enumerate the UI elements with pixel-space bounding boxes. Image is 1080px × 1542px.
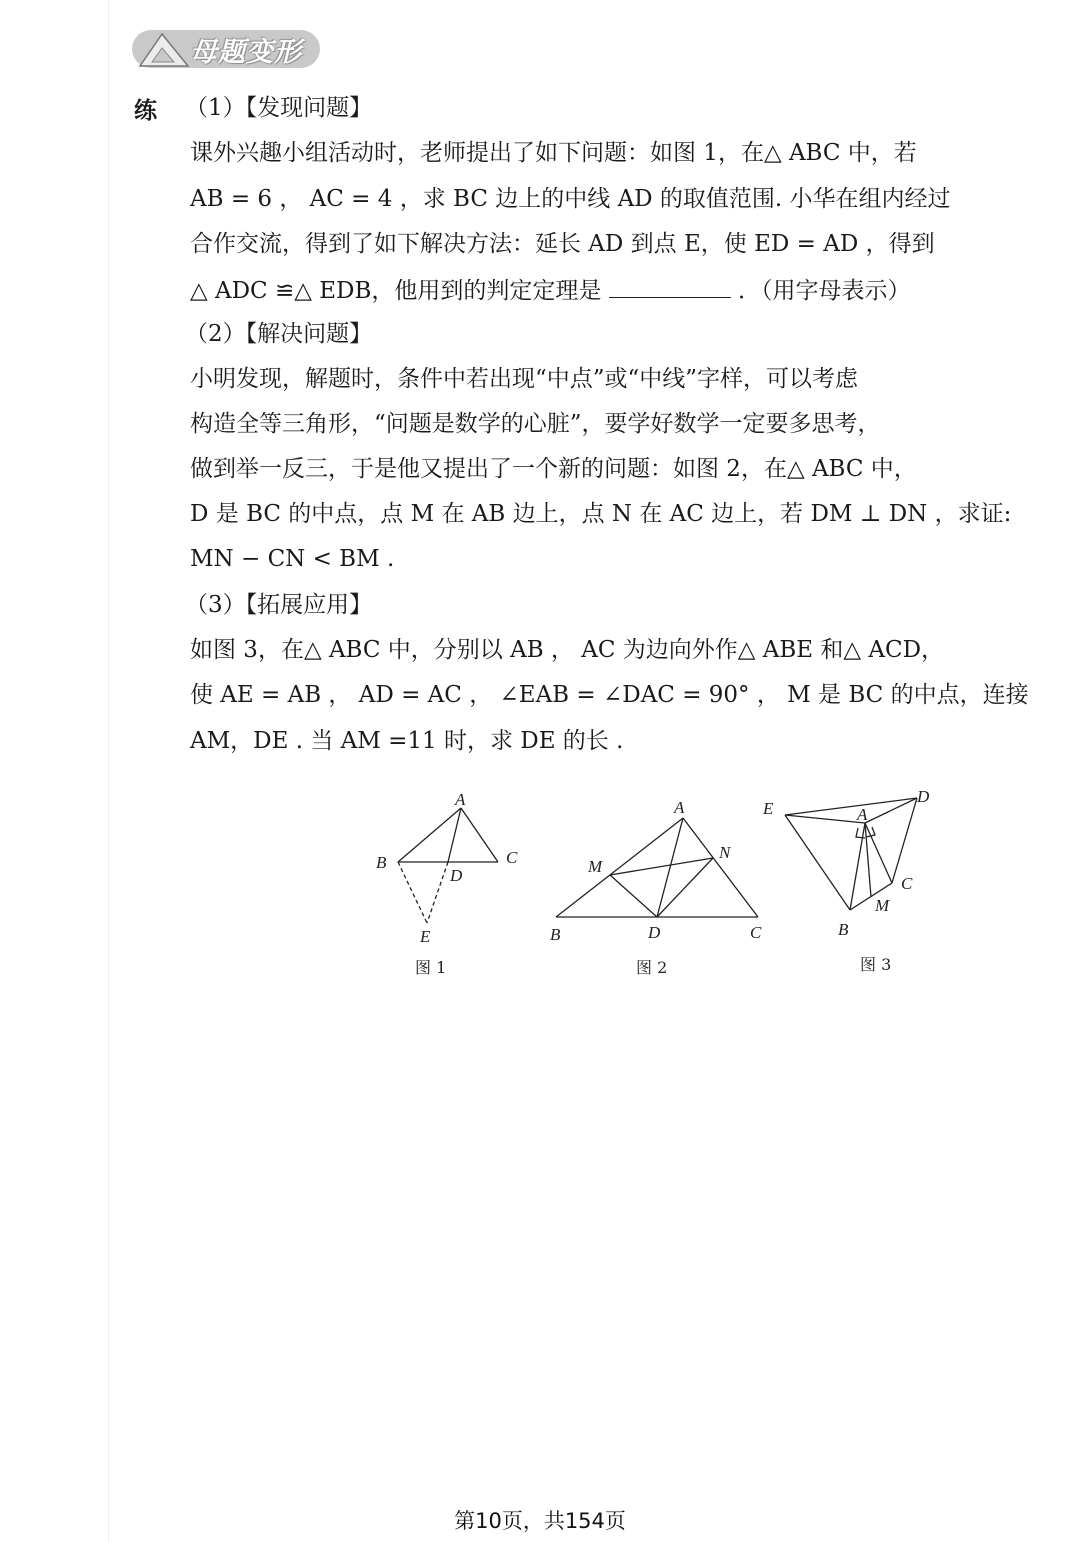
part2-heading: （2）【解决问题】	[185, 321, 373, 347]
figure-3	[785, 798, 917, 910]
problem-text-segment: ．（用字母表示）	[738, 278, 911, 304]
fig3-label-a: A	[857, 805, 868, 824]
fig2-label-b: B	[550, 925, 561, 944]
fig1-label-b: B	[376, 853, 387, 872]
fig1-label-a: A	[455, 790, 466, 809]
figure-2	[556, 818, 758, 917]
fig1-label-d: D	[450, 866, 463, 885]
part3-heading: （3）【拓展应用】	[185, 592, 373, 618]
problem-text-line: 如图 3，在△ ABC 中，分别以 AB ， AC 为边向外作△ ABE 和△ ACD，	[190, 637, 945, 663]
geometry-figures	[360, 785, 960, 985]
problem-text-line: 做到举一反三，于是他又提出了一个新的问题：如图 2，在△ ABC 中，	[190, 456, 917, 482]
fig1-caption: 图 1	[415, 958, 447, 977]
fig3-label-b: B	[838, 920, 849, 939]
fig2-label-d: D	[648, 923, 661, 942]
fig1-label-e: E	[420, 927, 431, 946]
problem-text-segment: △ ADC ≌△ EDB，他用到的判定定理是	[190, 278, 602, 304]
problem-text-line: 课外兴趣小组活动时，老师提出了如下问题：如图 1，在△ ABC 中，若	[190, 140, 917, 166]
part1-heading: （1）【发现问题】	[185, 95, 373, 121]
problem-text-line: 构造全等三角形，“问题是数学的心脏”，要学好数学一定要多思考，	[190, 411, 881, 437]
exercise-marker: 练	[134, 98, 157, 124]
problem-text-line: 使 AE = AB ， AD = AC ， ∠EAB = ∠DAC = 90° ， M 是 BC 的中点，连接	[190, 682, 1029, 708]
problem-text-line	[190, 273, 911, 307]
fig3-label-d: D	[917, 787, 930, 806]
problem-text-line: 小明发现，解题时，条件中若出现“中点”或“中线”字样，可以考虑	[190, 366, 859, 392]
fig3-label-e: E	[763, 799, 774, 818]
problem-text-line: AB = 6 ， AC = 4 ，求 BC 边上的中线 AD 的取值范围. 小华在组内经过	[190, 186, 951, 212]
fig2-caption: 图 2	[636, 958, 668, 977]
fig2-label-c: C	[750, 923, 762, 942]
page-number: 第10页，共154页	[454, 1509, 626, 1533]
section-badge-text: 母题变形	[190, 37, 302, 68]
page-margin-line	[108, 0, 109, 1542]
figure-1	[398, 808, 498, 923]
answer-blank[interactable]	[609, 273, 731, 298]
fig3-label-m: M	[875, 896, 890, 915]
problem-text-line: MN − CN < BM .	[190, 546, 395, 572]
fig2-label-a: A	[674, 798, 685, 817]
fig2-label-m: M	[588, 857, 603, 876]
problem-text-line: 合作交流，得到了如下解决方法：延长 AD 到点 E，使 ED = AD ，得到	[190, 231, 935, 257]
problem-text-line: AM，DE . 当 AM =11 时，求 DE 的长 .	[190, 728, 624, 754]
fig2-label-n: N	[719, 843, 731, 862]
problem-text-line: D 是 BC 的中点，点 M 在 AB 边上，点 N 在 AC 边上，若 DM ⊥ DN ，求证:	[190, 501, 1012, 527]
fig3-caption: 图 3	[860, 955, 892, 974]
fig1-label-c: C	[506, 848, 518, 867]
fig3-label-c: C	[901, 874, 913, 893]
